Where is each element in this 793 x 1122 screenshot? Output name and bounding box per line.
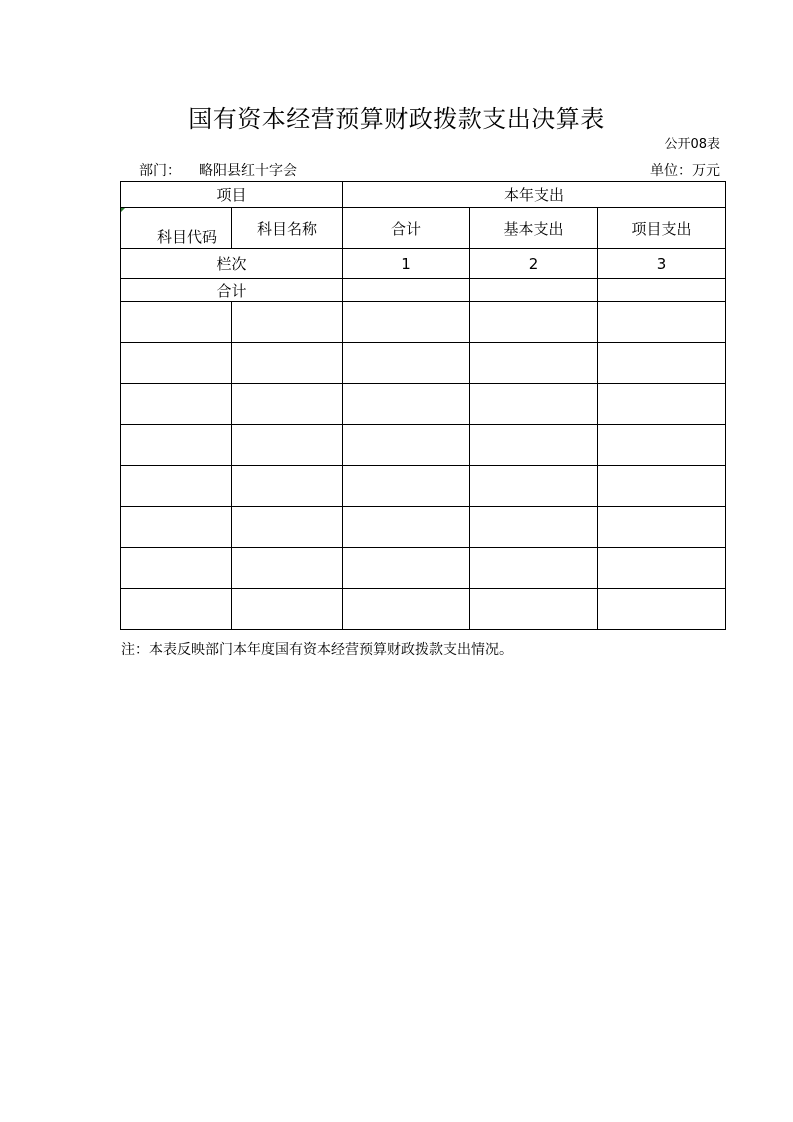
table-cell	[121, 425, 232, 466]
lanci-1: 1	[343, 249, 470, 279]
table-cell	[470, 302, 598, 343]
table-cell	[232, 343, 343, 384]
table-cell	[598, 343, 726, 384]
table-cell	[598, 548, 726, 589]
table-cell	[598, 302, 726, 343]
unit-label: 单位：万元	[650, 163, 720, 179]
table-cell	[470, 507, 598, 548]
table-cell	[343, 548, 470, 589]
header-row-1	[121, 182, 726, 208]
table-cell	[121, 466, 232, 507]
col-basic-header: 基本支出	[470, 208, 598, 249]
header-item-cell: 项目	[121, 182, 343, 208]
footnote: 注：本表反映部门本年度国有资本经营预算财政拨款支出情况。	[121, 642, 513, 658]
total-cell	[343, 279, 470, 302]
table-cell	[232, 384, 343, 425]
table-cell	[121, 384, 232, 425]
table-cell	[343, 384, 470, 425]
col-total-header: 合计	[343, 208, 470, 249]
lanci-3: 3	[598, 249, 726, 279]
table-row	[121, 384, 726, 425]
table-row	[121, 302, 726, 343]
table-cell	[470, 548, 598, 589]
table-cell	[232, 425, 343, 466]
table-cell	[598, 589, 726, 630]
cell-comment-marker	[121, 208, 125, 212]
table-cell	[121, 343, 232, 384]
table-cell	[598, 507, 726, 548]
col-name-header: 科目名称	[232, 208, 343, 249]
table-cell	[232, 302, 343, 343]
department-name: 略阳县红十字会	[199, 163, 297, 179]
table-cell	[470, 384, 598, 425]
budget-table	[120, 181, 726, 630]
total-label: 合计	[121, 279, 343, 302]
form-number: 公开08表	[664, 137, 720, 152]
table-cell	[470, 425, 598, 466]
table-cell	[232, 589, 343, 630]
table-cell	[121, 548, 232, 589]
table-cell	[598, 384, 726, 425]
col-project-header: 项目支出	[598, 208, 726, 249]
table-row	[121, 425, 726, 466]
total-project-cell	[598, 279, 726, 302]
table-cell	[121, 589, 232, 630]
table-cell	[598, 466, 726, 507]
table-cell	[232, 507, 343, 548]
col-code-header	[121, 208, 232, 249]
table-cell	[470, 466, 598, 507]
table-row	[121, 548, 726, 589]
lanci-row	[121, 249, 726, 279]
table-cell	[121, 302, 232, 343]
table-cell	[470, 343, 598, 384]
lanci-label: 栏次	[121, 249, 343, 279]
table-cell	[470, 589, 598, 630]
header-year-cell: 本年支出	[343, 182, 726, 208]
lanci-2: 2	[470, 249, 598, 279]
table-cell	[343, 302, 470, 343]
table-row	[121, 343, 726, 384]
total-row	[121, 279, 726, 302]
table-cell	[343, 589, 470, 630]
table-cell	[343, 466, 470, 507]
col-code-label: 科目代码	[157, 228, 218, 246]
header-row-2	[121, 208, 726, 249]
table-cell	[232, 466, 343, 507]
table-cell	[232, 548, 343, 589]
total-basic-cell	[470, 279, 598, 302]
table-row	[121, 589, 726, 630]
table-cell	[343, 343, 470, 384]
table-row	[121, 466, 726, 507]
table-cell	[598, 425, 726, 466]
department-line	[139, 162, 297, 180]
department-label: 部门：	[139, 163, 181, 179]
table-cell	[343, 425, 470, 466]
table-row	[121, 507, 726, 548]
table-cell	[343, 507, 470, 548]
page-title: 国有资本经营预算财政拨款支出决算表	[188, 105, 605, 133]
table-cell	[121, 507, 232, 548]
